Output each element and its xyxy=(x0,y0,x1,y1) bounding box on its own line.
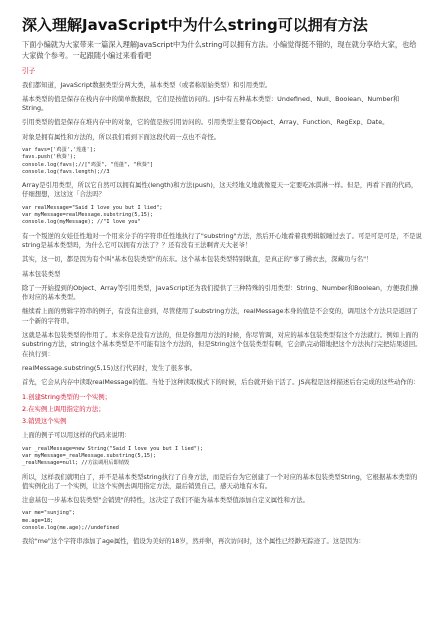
code-line: console.log(favs.length);//3 xyxy=(22,168,110,175)
code-line: var favs=['鸡蛋','莲蓬']; xyxy=(22,146,96,153)
paragraph-16: 我给"me"这个字符串添加了age属性，值设为美好的18岁，然并卵，再次访问时，这个属性已经渺无踪迹了。这是因为： xyxy=(22,537,365,546)
paragraph-14: 所以，这样我们就明白了，并不是基本类型string执行了自身方法，而是后台为它创建了一个对应的基本包装类型String，它根据基本类型的值实例化出了一个实例，让这个实例去调用指定方法，最后销毁自己，感天动地有木有。 xyxy=(22,472,418,490)
step-3: 3.销毁这个实例 xyxy=(22,417,67,426)
code-block-1 xyxy=(22,147,422,176)
section-heading-intro: 引子 xyxy=(22,67,36,75)
paragraph-15: 注意基包一步基本包装类型"会销毁"的特性，这决定了我们不能为基本类型值添加自定义属性和方法。 xyxy=(22,496,310,505)
code-block-2 xyxy=(22,205,422,227)
section-heading-wrapper-types: 基本包装类型 xyxy=(22,269,61,278)
code-line: var myMessage=realMessage.substring(5,15); xyxy=(22,212,154,219)
paragraph-2: 基本类型的值是保存在栈内存中的简单数据段，它们是按值访问的。JS中有五种基本类型：Undefined、Null、Boolean、Number和String。 xyxy=(22,94,400,113)
paragraph-5: Array是引用类型，所以它自然可以拥有属性(length)和方法(push)，这天经地义地就像夏天一定要吃冰淇淋一样。但是，再看下面的代码，仔细想想，这这这「合法吗？ xyxy=(22,181,418,199)
code-line: var _realMessage=new String("Said I love you but I lied"); xyxy=(22,445,204,452)
paragraph-10: 这就是基本包装类型的作用了。本来你是没有方法的，但是你想用方法的时候，你尽管调，对应的基本包装类型有这个方法就行。例如上面的substring方法，string这个基本类型是不可能有这个方法的，但是String这个包装类型有啊，它会趴完动错地把这个方法执行完把结果返回。在执行到： xyxy=(22,331,422,358)
paragraph-11: realMessage.substring(5,15)这行代码时，发生了很多事。 xyxy=(22,363,197,372)
code-line: console.log(favs);//["鸡蛋", "莲蓬", "秋葵"] xyxy=(22,161,154,168)
code-line: console.log(me.age);//undefined xyxy=(22,525,119,532)
paragraph-7: 其实，这一切，都是因为有个叫"基本包装类型"的东东。这个基本包装类型特别耿直，是真正的"事了拂衣去，深藏功与名"！ xyxy=(22,255,373,264)
step-1: 1.创建String类型的一个实例； xyxy=(22,392,112,401)
article-title: 深入理解JavaScript中为什么string可以拥有方法 xyxy=(22,16,368,34)
code-line: var me="sunjing"; xyxy=(22,510,76,517)
code-line: var myMessage=_realMessage.substring(5,15); xyxy=(22,453,157,459)
code-line: _realMessage=null; //方法调用后即销毁 xyxy=(22,460,130,467)
paragraph-9: 继续看上面的剪辑字符串的例子，有没有注意到，尽管使用了substring方法，realMessage本身的值是不会变的，调用这个方法只是返回了一个新的字符串。 xyxy=(22,307,418,325)
code-line: me.age=18; xyxy=(22,517,54,524)
paragraph-6: 有一个叛逆的女娃任性地对一个用来分手的字符串任性地执行了"substring"方法，然后开心地看着我剪辑版睡过去了。可是可是可是，不是说string是基本类型吗，为什么它可以拥有方法了？？还有没有王法啊青天大老爷！ xyxy=(22,231,422,249)
code-line: var realMessage="Said I love you but I lied"; xyxy=(22,204,163,211)
code-line: console.log(myMessage); //"I love you" xyxy=(22,219,141,226)
paragraph-13: 上面的例子可以用这样的代码来说明： xyxy=(22,431,131,440)
paragraph-8: 除了一开始提到的Object、Array等引用类型，JavaScript还为我们提供了三种特殊的引用类型：String、Number和Boolean，方便我们操作对应的基本类型。 xyxy=(22,283,419,302)
code-block-4 xyxy=(22,510,422,532)
paragraph-3: 引用类型的值是保存在堆内存中的对象，它的值是按引用访问的。引用类型主要有Object、Array、Function、RegExp、Date。 xyxy=(22,118,389,127)
intro-paragraph: 下面小编就为大家带来一篇深入理解JavaScript中为什么string可以拥有方法。小编觉得挺不错的，现在就分享给大家，也给大家做个参考。一起跟随小编过来看看吧 xyxy=(22,40,417,60)
step-2: 2.在实例上调用指定的方法； xyxy=(22,404,105,413)
code-line: favs.push('秋葵'); xyxy=(22,154,77,161)
paragraph-4: 对象是拥有属性和方法的，所以我们看到下面这段代码一点也不奇怪。 xyxy=(22,132,221,141)
paragraph-12: 首先，它会从内存中读取realMessage的值。当处于这种读取模式下的时候，后台就开始干活了。JS高程是这样描述后台完成的这些动作的： xyxy=(22,378,420,387)
paragraph-1: 我们都知道，JavaScript数据类型分两大类，基本类型（或者称原始类型）和引用类型。 xyxy=(22,80,272,89)
code-block-3 xyxy=(22,446,422,468)
